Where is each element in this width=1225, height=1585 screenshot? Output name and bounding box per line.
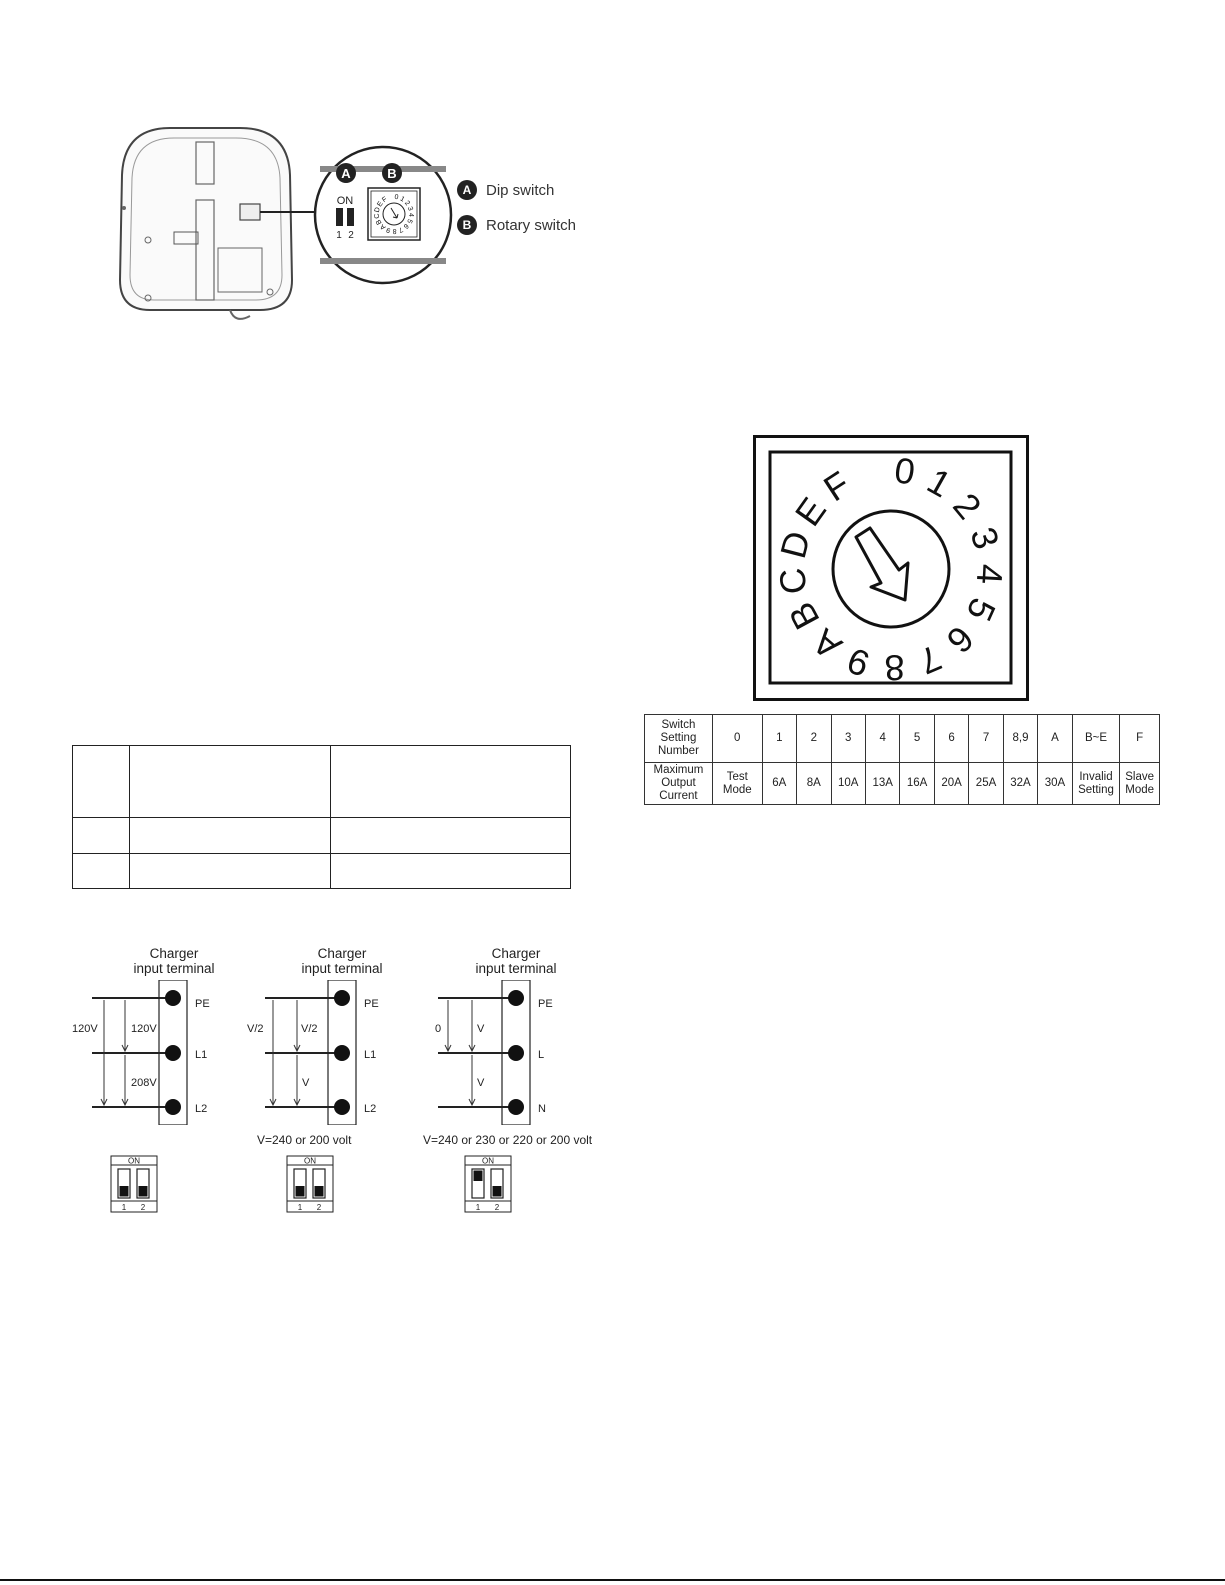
rotary-table-setting-cell: 2 <box>797 715 831 763</box>
rotary-table-setting-cell: 0 <box>712 715 762 763</box>
zoom-dial-digit: 6 <box>401 221 410 230</box>
dip-lever <box>139 1186 148 1197</box>
wiring-diagram-2-caption: V=240 or 200 volt <box>257 1133 352 1147</box>
wiring-diagram-3-title: Charger input terminal <box>475 946 557 976</box>
dial-digit: 6 <box>938 617 982 662</box>
terminal-label-l2: L2 <box>195 1103 208 1115</box>
rotary-table-setting-cell: 6 <box>934 715 968 763</box>
callout-badge-b-text: B <box>387 166 397 181</box>
rotary-table-setting-cell: F <box>1120 715 1160 763</box>
zoom-dial-digit: A <box>379 222 388 231</box>
zoom-dial-digit: F <box>381 195 389 205</box>
terminal-label-l2: L2 <box>364 1103 377 1115</box>
dip-num-1: 1 <box>121 1203 127 1212</box>
legend-badge-b: B <box>457 215 477 235</box>
charger-body-outline <box>120 128 292 310</box>
blank-table-cell <box>331 818 571 854</box>
blank-table-cell <box>130 818 331 854</box>
callout-badge-a-text: A <box>341 166 351 181</box>
rotary-table-current-cell: Test Mode <box>712 763 762 805</box>
charger-screw <box>122 206 126 210</box>
rotary-table-header-setting: Switch Setting Number <box>645 715 713 763</box>
blank-table-cell <box>331 746 571 818</box>
voltage-label-bottom: V <box>477 1077 485 1089</box>
terminal-pe <box>508 990 524 1006</box>
legend-badge-a: A <box>457 180 477 200</box>
dial-digit: 1 <box>920 459 959 506</box>
dip-lever <box>296 1186 305 1197</box>
wiring-diagram-1-title: Charger input terminal <box>133 946 215 976</box>
legend-label-a: Dip switch <box>486 181 555 199</box>
voltage-label-top: V/2 <box>301 1023 318 1035</box>
dip-lever <box>315 1186 324 1197</box>
dial-digit: E <box>786 489 835 534</box>
zoom-dial-digit: D <box>373 206 382 214</box>
dial-digit: 3 <box>962 522 1008 554</box>
blank-table-cell <box>73 818 130 854</box>
rotary-table-setting-cell: 5 <box>900 715 934 763</box>
voltage-label-left: 0 <box>435 1023 442 1035</box>
voltage-label-top: 120V <box>131 1023 157 1035</box>
dip-switch-setting-1 <box>110 1155 158 1213</box>
rotary-setting-table <box>644 714 1160 805</box>
rotary-table-setting-cell: 7 <box>969 715 1003 763</box>
zoom-dip-on: ON <box>336 195 354 207</box>
dial-digit: 4 <box>968 563 1011 586</box>
zoom-dip-lever-1 <box>336 208 343 226</box>
dial-digit: 8 <box>883 647 906 689</box>
wiring-diagram-1 <box>70 980 230 1125</box>
dip-lever <box>474 1171 483 1182</box>
terminal-label-l1: L1 <box>364 1049 377 1061</box>
rotary-table-setting-cell: B~E <box>1072 715 1120 763</box>
terminal-label-l1: L1 <box>195 1049 208 1061</box>
dip-switch-setting-3 <box>464 1155 512 1213</box>
dial-digit: 0 <box>892 449 918 493</box>
dip-on-label: ON <box>304 1156 316 1166</box>
terminal-n <box>508 1099 524 1115</box>
zoom-dip-lever-2 <box>347 208 354 226</box>
rotary-switch-dial <box>753 435 1029 701</box>
terminal-l2 <box>334 1099 350 1115</box>
wiring-diagram-2-title: Charger input terminal <box>301 946 383 976</box>
dial-digit: F <box>816 463 858 510</box>
rotary-table-current-cell: Invalid Setting <box>1072 763 1120 805</box>
rotary-table-current-cell: 10A <box>831 763 865 805</box>
charger-dip-location <box>240 204 260 220</box>
page-bottom-rule <box>0 1579 1225 1581</box>
blank-table-cell <box>130 854 331 889</box>
blank-table <box>72 745 571 889</box>
terminal-l <box>508 1045 524 1061</box>
zoom-dial-digit: C <box>373 213 382 219</box>
zoom-dial-digit: 4 <box>407 212 415 218</box>
zoom-dial-digit: E <box>376 200 385 209</box>
dip-on-label: ON <box>482 1156 494 1166</box>
rotary-table-current-cell: 20A <box>934 763 968 805</box>
dip-switch-setting-2 <box>286 1155 334 1213</box>
rotary-table-header-current: Maximum Output Current <box>645 763 713 805</box>
rotary-table-row-current <box>645 763 1160 805</box>
zoom-dip-num-2: 2 <box>348 230 354 241</box>
dial-digit: 5 <box>958 592 1005 628</box>
zoom-dial-digit: 7 <box>397 225 404 234</box>
voltage-label-left: 120V <box>72 1023 98 1035</box>
blank-table-cell <box>73 854 130 889</box>
dip-num-1: 1 <box>475 1203 481 1212</box>
wiring-diagram-3-caption: V=240 or 230 or 220 or 200 volt <box>423 1133 593 1147</box>
wiring-diagram-2 <box>245 980 405 1125</box>
terminal-label-pe: PE <box>364 998 379 1010</box>
rotary-table-current-cell: 30A <box>1038 763 1072 805</box>
rotary-table-current-cell: 8A <box>797 763 831 805</box>
wiring-diagram-3 <box>420 980 580 1125</box>
terminal-pe <box>165 990 181 1006</box>
zoom-dial-digit: 2 <box>402 199 411 208</box>
rotary-table-current-cell: 16A <box>900 763 934 805</box>
dial-digit: A <box>804 620 850 668</box>
dip-num-2: 2 <box>494 1203 500 1212</box>
zoom-dip-num-1: 1 <box>336 230 342 241</box>
terminal-label-n: N <box>538 1103 546 1115</box>
voltage-label-bottom: 208V <box>131 1077 157 1089</box>
charger-cable <box>230 310 250 319</box>
rotary-table-current-cell: 32A <box>1003 763 1037 805</box>
rotary-table-setting-cell: 8,9 <box>1003 715 1037 763</box>
dip-lever <box>493 1186 502 1197</box>
blank-table-cell <box>73 746 130 818</box>
zoom-dial-digit: 9 <box>385 225 392 234</box>
rotary-table-current-cell: 13A <box>865 763 899 805</box>
rotary-table-current-cell: Slave Mode <box>1120 763 1160 805</box>
terminal-l1 <box>165 1045 181 1061</box>
zoom-dial-digit: B <box>375 218 384 226</box>
dip-num-2: 2 <box>316 1203 322 1212</box>
dip-on-label: ON <box>128 1156 140 1166</box>
terminal-l1 <box>334 1045 350 1061</box>
dip-lever <box>120 1186 129 1197</box>
dial-digit: D <box>772 527 819 563</box>
zoom-dial-digit: 0 <box>393 193 399 202</box>
terminal-l2 <box>165 1099 181 1115</box>
legend-label-b: Rotary switch <box>486 216 577 234</box>
voltage-label-bottom: V <box>302 1077 310 1089</box>
rotary-table-current-cell: 25A <box>969 763 1003 805</box>
rotary-table-setting-cell: 3 <box>831 715 865 763</box>
legend-dip-switch <box>457 180 554 200</box>
zoom-dial-digit: 8 <box>392 227 397 235</box>
zoom-dial-digit: 5 <box>405 217 414 225</box>
zoom-dial-digit: 1 <box>398 195 406 204</box>
blank-table-cell <box>331 854 571 889</box>
dip-num-1: 1 <box>297 1203 303 1212</box>
terminal-pe <box>334 990 350 1006</box>
rotary-table-setting-cell: 1 <box>762 715 796 763</box>
rotary-table-setting-cell: 4 <box>865 715 899 763</box>
voltage-label-top: V <box>477 1023 485 1035</box>
rotary-table-row-setting <box>645 715 1160 763</box>
dial-digit: 9 <box>842 639 875 686</box>
legend-rotary-switch <box>457 215 576 235</box>
rotary-table-current-cell: 6A <box>762 763 796 805</box>
dial-digit: 7 <box>912 637 948 683</box>
rotary-table-setting-cell: A <box>1038 715 1072 763</box>
voltage-label-left: V/2 <box>247 1023 264 1035</box>
dial-digit: 2 <box>945 485 990 527</box>
dial-digit: C <box>770 565 815 597</box>
terminal-label-pe: PE <box>538 998 553 1010</box>
dial-digit: B <box>780 595 828 637</box>
terminal-label-l: L <box>538 1049 545 1061</box>
zoom-dial-digit: 3 <box>405 205 414 212</box>
terminal-label-pe: PE <box>195 998 210 1010</box>
blank-table-cell <box>130 746 331 818</box>
dip-num-2: 2 <box>140 1203 146 1212</box>
